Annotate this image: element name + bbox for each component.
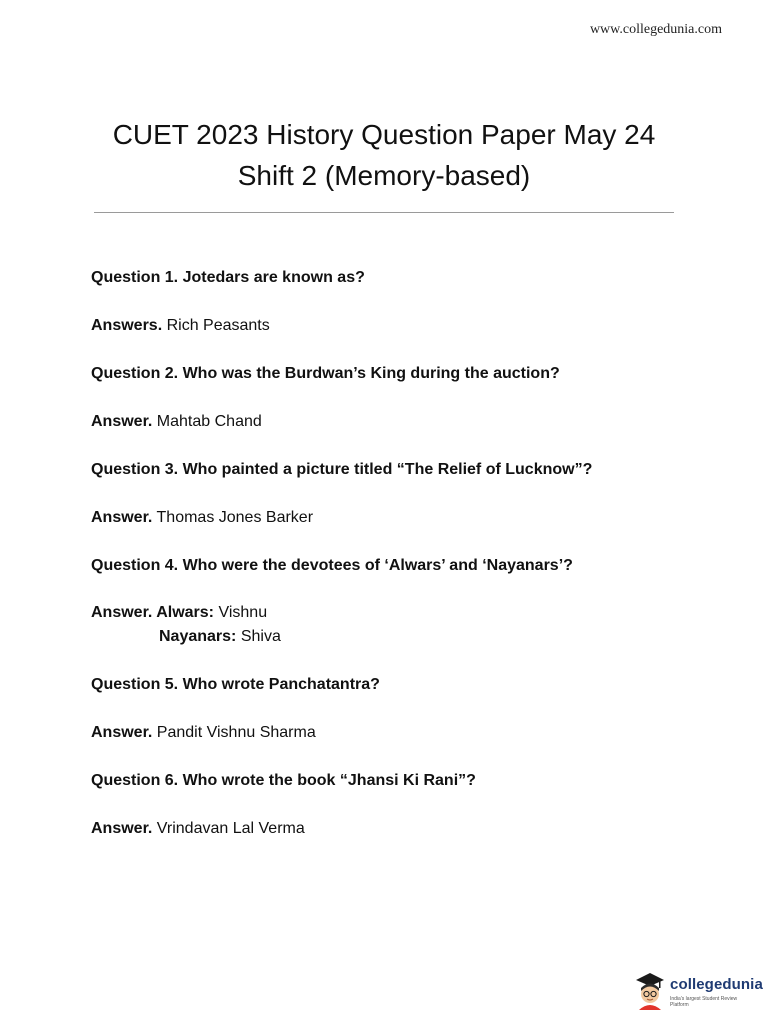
answer-6-text: Vrindavan Lal Verma bbox=[152, 820, 305, 837]
answer-4-line-2 bbox=[159, 627, 281, 647]
page-title bbox=[60, 114, 708, 196]
question-5-text: Question 5. Who wrote Panchatantra? bbox=[91, 676, 380, 693]
answer-4 bbox=[91, 603, 267, 623]
answer-4-text-2: Shiva bbox=[236, 628, 281, 645]
answer-3 bbox=[91, 508, 313, 528]
answer-4-label-2: Nayanars: bbox=[159, 628, 237, 645]
title-line-2: Shift 2 (Memory-based) bbox=[237, 160, 531, 191]
question-4 bbox=[91, 556, 573, 576]
answer-5-label: Answer. bbox=[91, 724, 153, 741]
answer-1 bbox=[91, 316, 270, 336]
answer-4-text: Vishnu bbox=[214, 604, 268, 621]
answer-1-label: Answers. bbox=[91, 317, 163, 334]
title-line-1: CUET 2023 History Question Paper May 24 bbox=[112, 119, 656, 150]
answer-4-label: Answer. Alwars: bbox=[91, 604, 215, 621]
logo-tagline: India's largest Student Review Platform bbox=[670, 996, 738, 1008]
question-6-text: Question 6. Who wrote the book “Jhansi Ki Rani”? bbox=[91, 772, 476, 789]
question-3 bbox=[91, 460, 592, 480]
answer-3-label: Answer. bbox=[91, 509, 153, 526]
site-url: www.collegedunia.com bbox=[589, 22, 722, 37]
title-divider bbox=[94, 212, 674, 213]
logo-wordmark: collegedunia bbox=[670, 976, 763, 993]
answer-2 bbox=[91, 412, 262, 432]
question-3-text: Question 3. Who painted a picture titled “The Relief of Lucknow”? bbox=[91, 461, 593, 478]
question-5 bbox=[91, 675, 380, 695]
answer-2-label: Answer. bbox=[91, 413, 153, 430]
question-1-text: Question 1. Jotedars are known as? bbox=[91, 269, 365, 286]
answer-5-text: Pandit Vishnu Sharma bbox=[152, 724, 316, 741]
answer-6-label: Answer. bbox=[91, 820, 153, 837]
answer-6 bbox=[91, 819, 305, 839]
collegedunia-logo bbox=[632, 970, 763, 1014]
answer-5 bbox=[91, 723, 316, 743]
question-4-text: Question 4. Who were the devotees of ‘Alwars’ and ‘Nayanars’? bbox=[91, 557, 573, 574]
question-1 bbox=[91, 268, 365, 288]
answer-3-text: Thomas Jones Barker bbox=[152, 509, 314, 526]
question-2 bbox=[91, 364, 560, 384]
answer-2-text: Mahtab Chand bbox=[152, 413, 262, 430]
graduate-mascot-icon bbox=[632, 970, 668, 1010]
question-2-text: Question 2. Who was the Burdwan’s King during the auction? bbox=[91, 365, 560, 382]
answer-1-text: Rich Peasants bbox=[162, 317, 270, 334]
question-6 bbox=[91, 771, 476, 791]
